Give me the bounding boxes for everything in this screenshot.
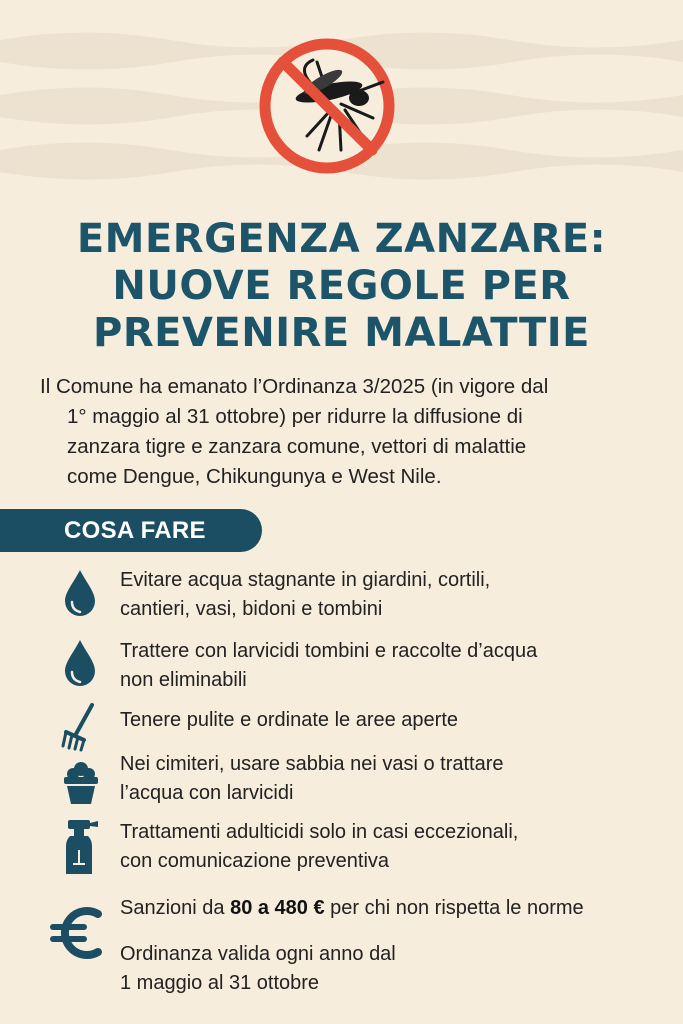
list-item-text: cantieri, vasi, bidoni e tombini — [120, 598, 383, 620]
list-item-text: Tenere pulite e ordinate le aree aperte — [120, 709, 459, 731]
validity-line: 1 maggio al 31 ottobre — [120, 972, 320, 994]
list-item — [120, 637, 665, 695]
list-item — [120, 750, 665, 808]
page-title — [20, 216, 663, 357]
sanctions-amount: 80 a 480 € — [230, 897, 325, 919]
list-item-text: l’acqua con larvicidi — [120, 782, 294, 804]
intro-line: 1° maggio al 31 ottobre) per ridurre la diffusione di — [67, 405, 523, 428]
list-item — [120, 818, 665, 876]
spray-bottle-icon — [60, 818, 102, 876]
list-item-text: Trattamenti adulticidi solo in casi eccezionali, — [120, 821, 519, 843]
water-drop-icon — [62, 568, 98, 618]
section-banner: COSA FARE — [0, 509, 262, 552]
list-item-text: Evitare acqua stagnante in giardini, cortili, — [120, 569, 491, 591]
list-item — [120, 706, 665, 735]
sand-pot-icon — [60, 760, 102, 806]
intro-line: zanzara tigre e zanzara comune, vettori di malattie — [67, 435, 527, 458]
list-item-text: Nei cimiteri, usare sabbia nei vasi o trattare — [120, 753, 504, 775]
title-line: EMERGENZA ZANZARE: — [76, 216, 607, 262]
sanctions-text — [120, 894, 665, 923]
no-mosquito-icon — [255, 22, 400, 190]
list-item — [120, 566, 665, 624]
validity-text — [120, 940, 665, 998]
rake-icon — [60, 702, 98, 752]
euro-icon — [50, 904, 106, 962]
list-item-text: Trattere con larvicidi tombini e raccolte d’acqua — [120, 640, 538, 662]
list-item-text: non eliminabili — [120, 669, 247, 691]
sanctions-prefix: Sanzioni da — [120, 897, 231, 919]
title-line: PREVENIRE MALATTIE — [93, 310, 590, 356]
water-drop-icon — [62, 638, 98, 688]
validity-line: Ordinanza valida ogni anno dal — [120, 943, 396, 965]
intro-paragraph — [40, 372, 650, 492]
sanctions-suffix: per chi non rispetta le norme — [324, 897, 584, 919]
intro-line: come Dengue, Chikungunya e West Nile. — [67, 465, 442, 488]
title-line: NUOVE REGOLE PER — [112, 263, 571, 309]
intro-line: Il Comune ha emanato l’Ordinanza 3/2025 (in vigore dal — [40, 375, 549, 398]
list-item-text: con comunicazione preventiva — [120, 850, 390, 872]
